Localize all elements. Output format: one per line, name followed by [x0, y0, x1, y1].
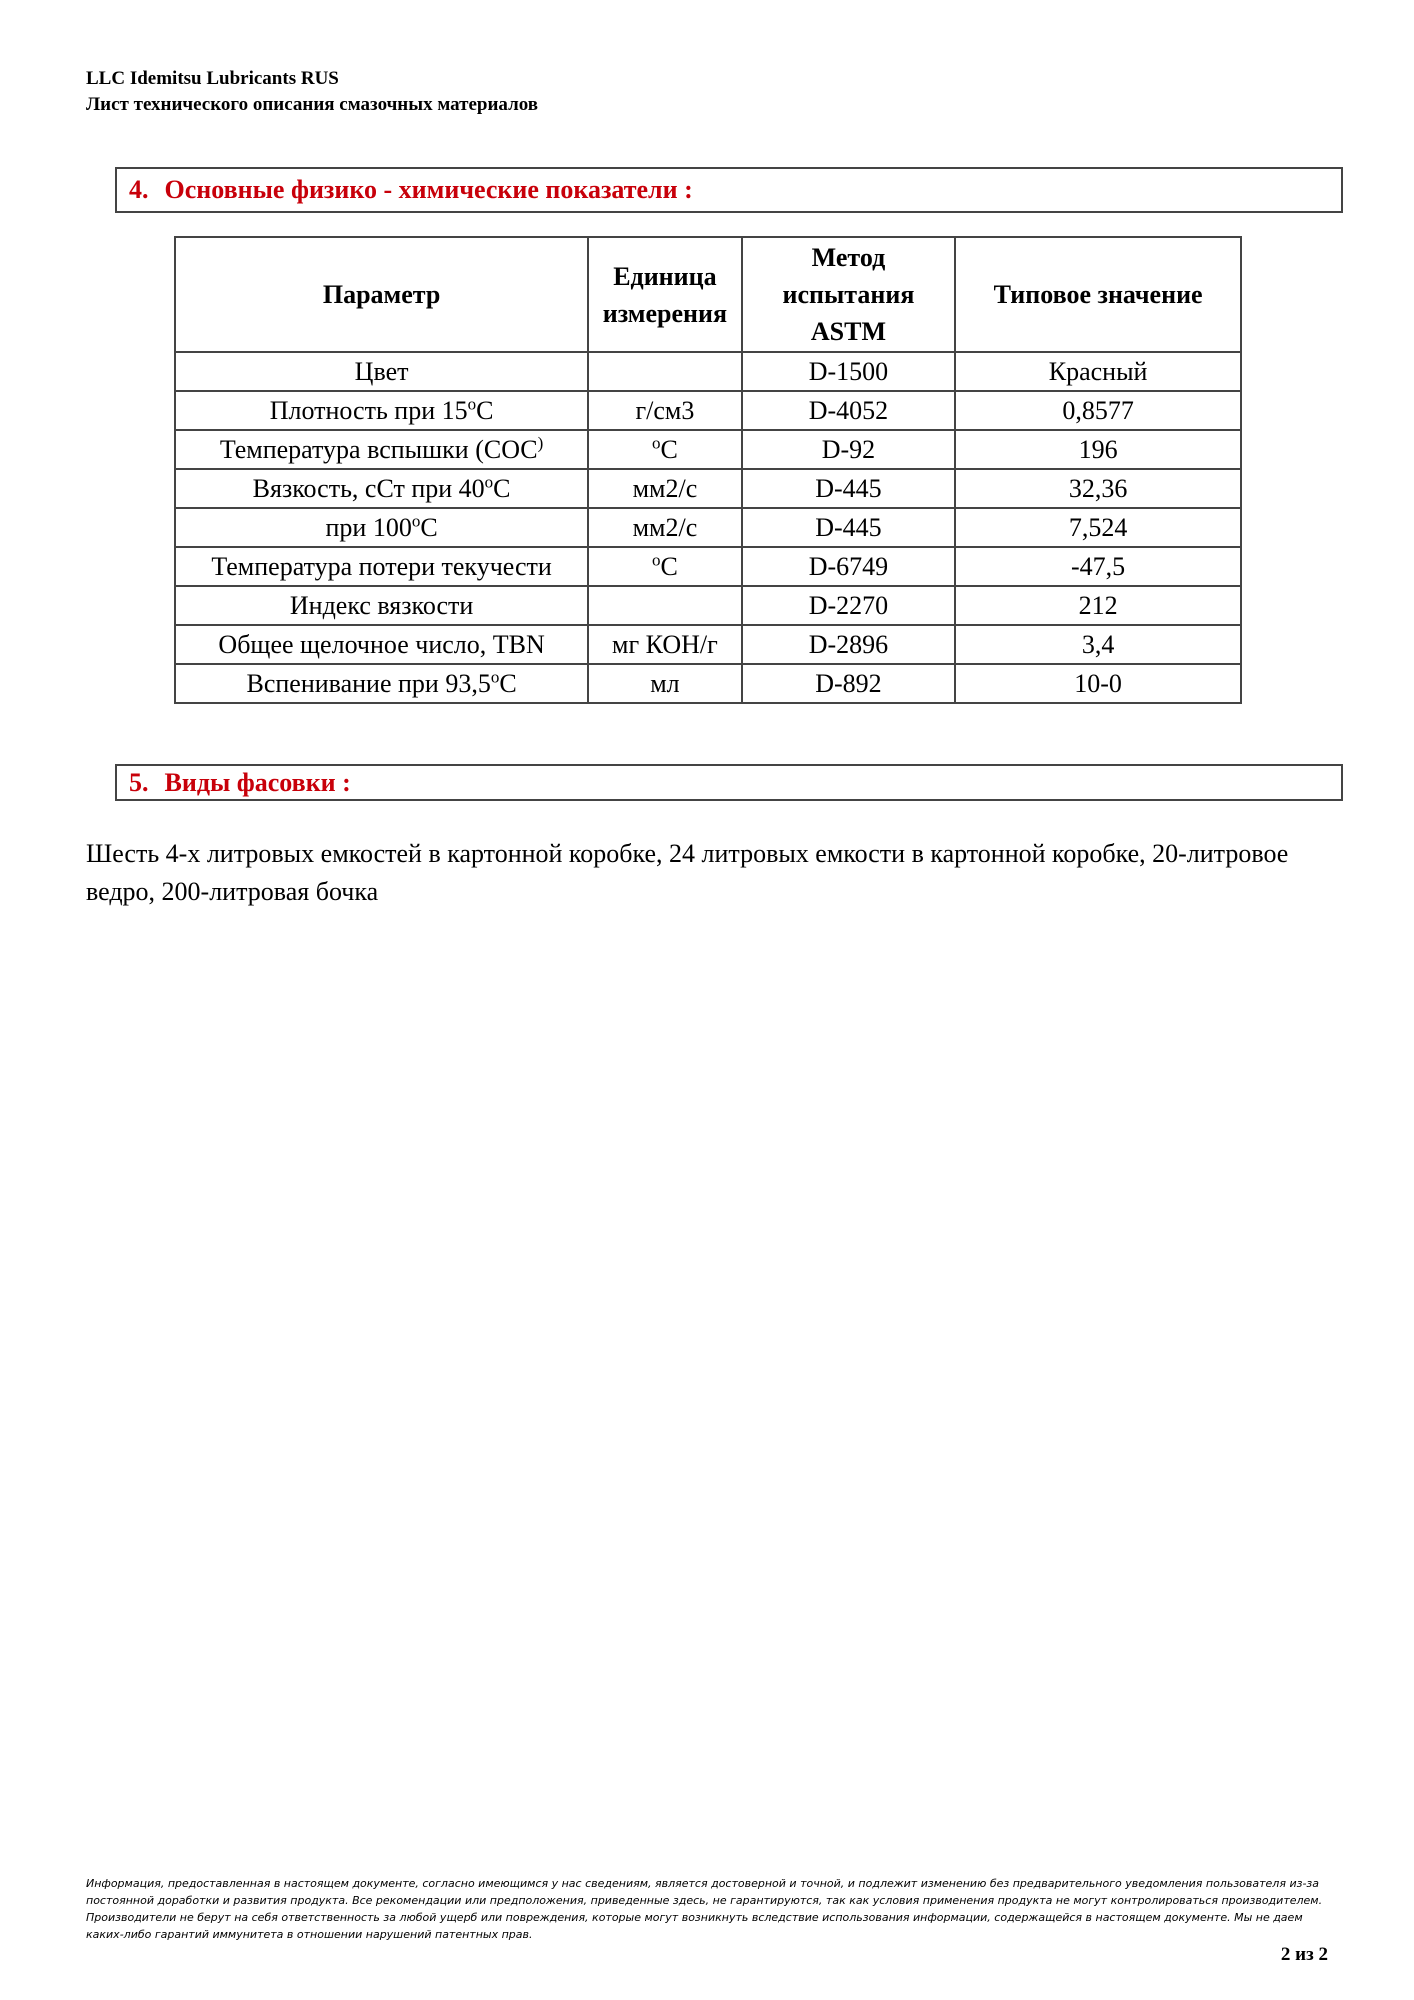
cell-param: Вязкость, сСт при $40^оС$: [175, 469, 588, 508]
cell-param: Цвет: [175, 352, 588, 391]
cell-method: D-892: [742, 664, 956, 703]
cell-param: Плотность при $15^оС$: [175, 391, 588, 430]
cell-method: D-4052: [742, 391, 956, 430]
header-param: Параметр: [175, 237, 588, 352]
cell-param: при $100^оС$: [175, 508, 588, 547]
cell-value: 10-0: [955, 664, 1241, 703]
table-header-row: [175, 237, 1241, 352]
cell-unit: мм2/с: [588, 469, 742, 508]
cell-value: 3,4: [955, 625, 1241, 664]
document-subtitle: Лист технического описания смазочных материалов: [86, 94, 539, 115]
page-number: 2 из 2: [1280, 1944, 1328, 1965]
cell-param: Общее щелочное число, TBN: [175, 625, 588, 664]
cell-param: Вспенивание при $93,5^оС$: [175, 664, 588, 703]
cell-method: D-6749: [742, 547, 956, 586]
section-4-number: 4.: [129, 175, 149, 204]
cell-unit: $^о$С: [588, 547, 742, 586]
cell-unit: мг КОН/г: [588, 625, 742, 664]
cell-value: 7,524: [955, 508, 1241, 547]
cell-value: 0,8577: [955, 391, 1241, 430]
cell-value: 196: [955, 430, 1241, 469]
table-row: [175, 547, 1241, 586]
packaging-description: Шесть 4-х литровых емкостей в картонной коробке, 24 литровых емкости в картонной коробке, 20-литровое ведро, 200-литровая бочка: [86, 839, 1289, 906]
cell-unit: $^о$С: [588, 430, 742, 469]
cell-value: -47,5: [955, 547, 1241, 586]
section-5-title: Виды фасовки :: [164, 767, 351, 797]
cell-method: D-445: [742, 508, 956, 547]
section-4-title: Основные физико - химические показатели :: [164, 175, 693, 204]
section-5-heading: [115, 764, 1343, 801]
section-5-number: 5.: [129, 767, 149, 797]
cell-param: Температура потери текучести: [175, 547, 588, 586]
section-4-heading: [115, 167, 1343, 213]
properties-table: [174, 236, 1242, 704]
table-row: [175, 625, 1241, 664]
cell-method: D-2270: [742, 586, 956, 625]
cell-method: D-2896: [742, 625, 956, 664]
table-row: [175, 469, 1241, 508]
disclaimer-text: Информация, предоставленная в настоящем документе, согласно имеющимся у нас сведениям, является достоверной и точной, и подлежит изменению без предварительного уведомления пользователя из-за постоянной доработки и развития продукта. Все рекомендации или предположения, приведенные здесь, не гарантируются, так как условия применения продукта не могут контролироваться производителем. Производители не берут на себя ответственность за любой ущерб или повреждения, которые могут возникнуть вследствие использования информации, содержащейся в настоящем документе. Мы не даем каких-либо гарантий иммунитета в отношении нарушений патентных прав.: [86, 1877, 1323, 1941]
cell-unit: г/см3: [588, 391, 742, 430]
cell-param: Индекс вязкости: [175, 586, 588, 625]
cell-value: 32,36: [955, 469, 1241, 508]
cell-value: 212: [955, 586, 1241, 625]
cell-unit: мм2/с: [588, 508, 742, 547]
cell-value: Красный: [955, 352, 1241, 391]
cell-method: D-445: [742, 469, 956, 508]
table-row: [175, 430, 1241, 469]
header-method: Метод испытания ASTM: [742, 237, 956, 352]
table-row: [175, 391, 1241, 430]
table-row: [175, 508, 1241, 547]
header-value: Типовое значение: [955, 237, 1241, 352]
cell-param: Температура вспышки (СОС): [175, 430, 588, 469]
cell-unit: мл: [588, 664, 742, 703]
page-header: [86, 66, 538, 118]
table-row: [175, 352, 1241, 391]
cell-unit: [588, 352, 742, 391]
company-name: LLC Idemitsu Lubricants RUS: [86, 68, 339, 89]
cell-method: D-1500: [742, 352, 956, 391]
table-row: [175, 586, 1241, 625]
cell-unit: [588, 586, 742, 625]
table-row: [175, 664, 1241, 703]
cell-method: D-92: [742, 430, 956, 469]
header-unit: Единица измерения: [588, 237, 742, 352]
